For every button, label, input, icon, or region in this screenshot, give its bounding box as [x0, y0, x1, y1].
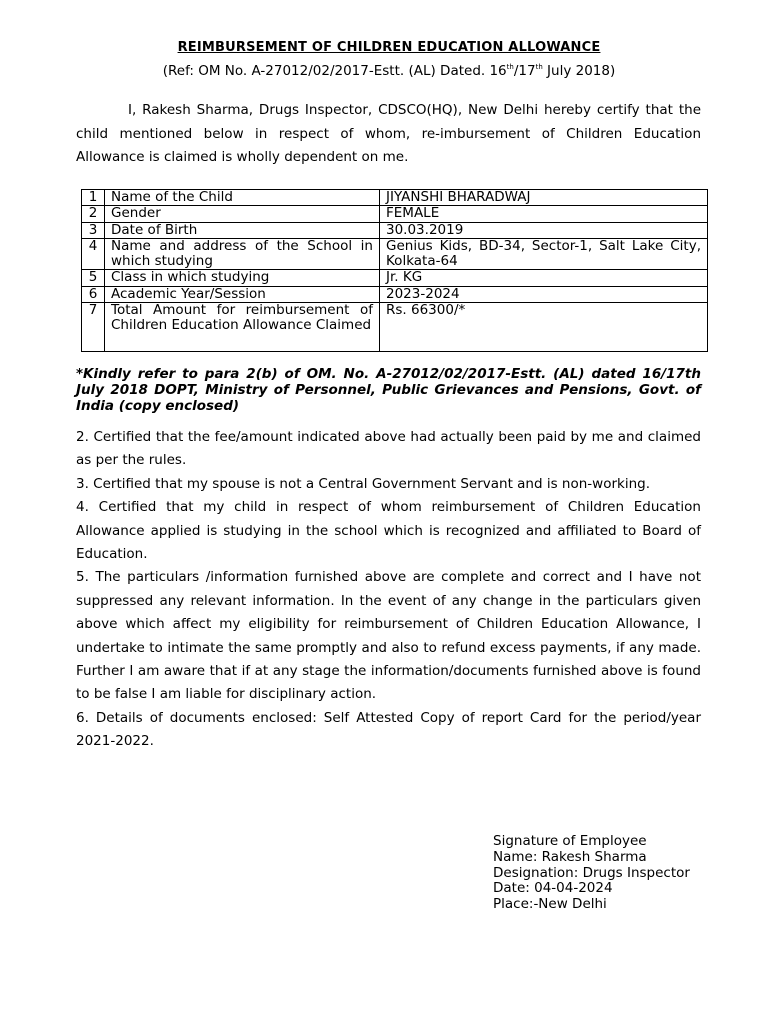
table-row [82, 206, 708, 222]
reference-note: *Kindly refer to para 2(b) of OM. No. A-27012/02/2017-Estt. (AL) dated 16/17th July 2018 DOPT, Ministry of Personnel, Public Grievances and Pensions, Govt. of India (copy enclosed) [76, 366, 701, 414]
row-value: Rs. 66300/* [380, 303, 708, 352]
signature-label: Signature of Employee [493, 833, 647, 849]
row-value: JIYANSHI BHARADWAJ [380, 190, 708, 206]
table-row [82, 222, 708, 238]
table-row [82, 286, 708, 302]
row-value: 30.03.2019 [380, 222, 708, 238]
table-row [82, 303, 708, 352]
row-number: 1 [82, 190, 105, 206]
row-label: Name of the Child [105, 190, 380, 206]
row-value: Jr. KG [380, 270, 708, 286]
employee-designation: Designation: Drugs Inspector [493, 864, 690, 881]
row-value: 2023-2024 [380, 286, 708, 302]
certification-point-3: 3. Certified that my spouse is not a Central Government Servant and is non-working. [76, 475, 650, 492]
table-row [82, 190, 708, 206]
reference-superscript-2: th [535, 63, 543, 71]
document-title: REIMBURSEMENT OF CHILDREN EDUCATION ALLOWANCE [177, 40, 601, 55]
signature-place: Place:-New Delhi [493, 896, 607, 913]
intro-paragraph: I, Rakesh Sharma, Drugs Inspector, CDSCO(HQ), New Delhi hereby certify that the child mentioned below in respect of whom, re-imbursement of Children Education Allowance is claimed is wholly dependent on me. [76, 102, 701, 165]
reference-suffix: July 2018) [542, 63, 616, 79]
certification-point-2: 2. Certified that the fee/amount indicated above had actually been paid by me and claimed as per the rules. [76, 429, 701, 469]
row-label: Gender [105, 206, 380, 222]
row-label: Name and address of the School in which studying [105, 238, 380, 270]
certification-point-6: 6. Details of documents enclosed: Self Attested Copy of report Card for the period/year 2021-2022. [76, 709, 701, 750]
reference-superscript-1: th [506, 63, 514, 71]
table-row [82, 238, 708, 270]
employee-name: Name: Rakesh Sharma [493, 848, 647, 865]
row-number: 6 [82, 286, 105, 302]
certification-point-5: 5. The particulars /information furnished above are complete and correct and I have not suppressed any relevant information. In the event of any change in the particulars given above which affect my eligibility for reimbursement of Children Education Allowance, I undertake to intimate the same promptly and also to refund excess payments, if any made. Further I am aware that if at any stage the information/documents furnished above is found to be false I am liable for disciplinary action. [76, 569, 701, 703]
child-details-table [81, 189, 708, 352]
row-number: 7 [82, 303, 105, 352]
signature-date: Date: 04-04-2024 [493, 880, 613, 897]
certification-points [76, 426, 701, 754]
signature-block [493, 834, 690, 913]
row-label: Date of Birth [105, 222, 380, 238]
reference-line [0, 63, 768, 79]
row-value: FEMALE [380, 206, 708, 222]
row-value: Genius Kids, BD-34, Sector-1, Salt Lake City, Kolkata-64 [380, 238, 708, 270]
row-label: Academic Year/Session [105, 286, 380, 302]
row-number: 2 [82, 206, 105, 222]
row-label: Class in which studying [105, 270, 380, 286]
row-number: 4 [82, 238, 105, 270]
reference-middle: /17 [513, 63, 536, 79]
reference-prefix: (Ref: OM No. A-27012/02/2017-Estt. (AL) Dated. 16 [162, 63, 507, 79]
certification-point-4: 4. Certified that my child in respect of whom reimbursement of Children Education Allowance applied is studying in the school which is recognized and affiliated to Board of Education. [76, 499, 701, 563]
table-row [82, 270, 708, 286]
row-number: 5 [82, 270, 105, 286]
row-label: Total Amount for reimbursement of Children Education Allowance Claimed [105, 303, 380, 352]
row-number: 3 [82, 222, 105, 238]
